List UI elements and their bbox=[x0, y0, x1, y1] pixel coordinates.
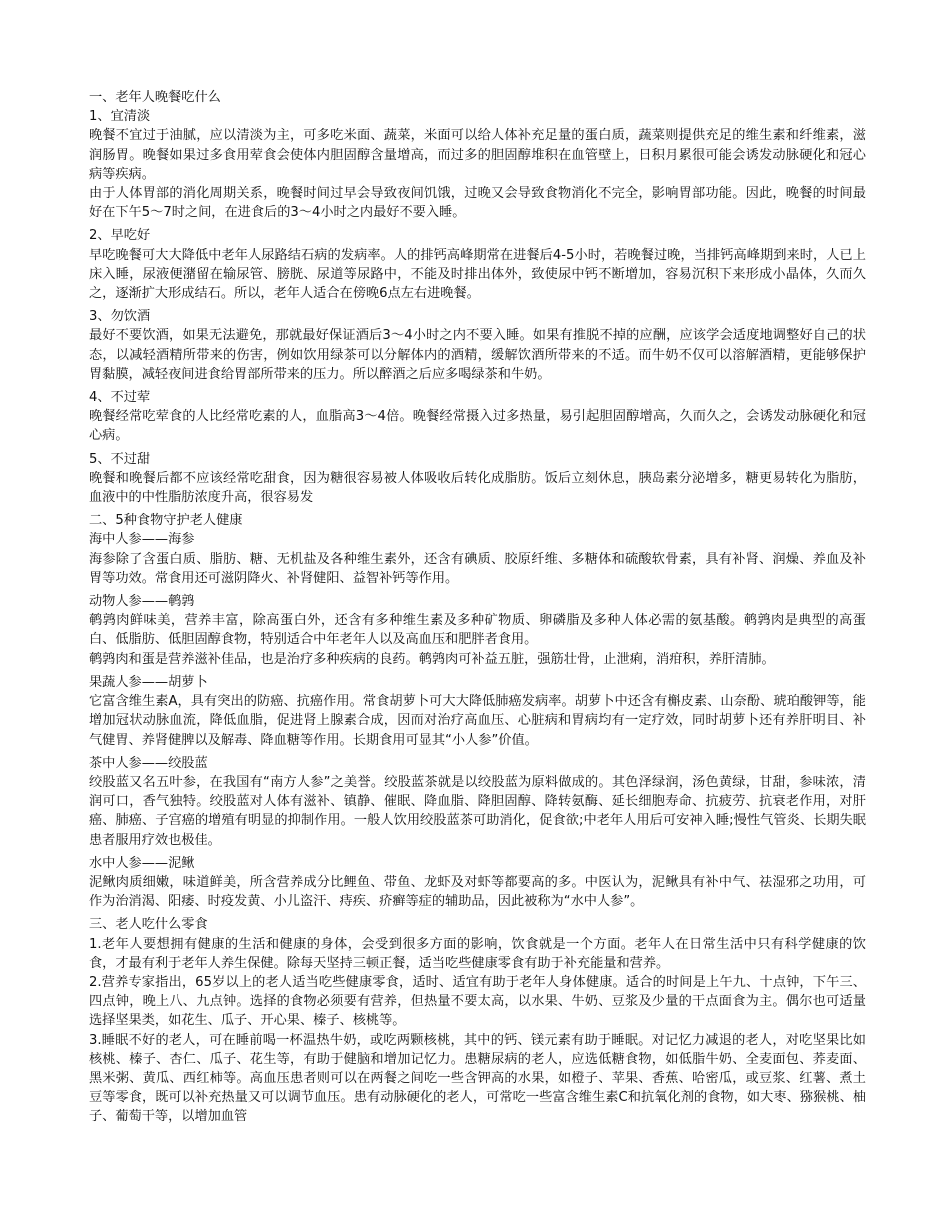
body-paragraph: 它富含维生素A，具有突出的防癌、抗癌作用。常食胡萝卜可大大降低肺癌发病率。胡萝卜中还含有槲皮素、山奈酚、琥珀酸钾等，能增加冠状动脉血流，降低血脂，促进肾上腺素合成，因而对治疗高血压、心脏病和胃病均有一定疗效，同时胡萝卜还有养肝明目、补气健胃、养肾健脾以及解毒、降血糖等作用。长期食用可显其“小人参”价值。 bbox=[89, 694, 866, 748]
section-heading: 海中人参——海参 bbox=[89, 532, 195, 548]
body-paragraph: 最好不要饮酒，如果无法避免，那就最好保证酒后3～4小时之内不要入睡。如果有推脱不掉的应酬，应该学会适度地调整好自己的状态，以减轻酒精所带来的伤害，例如饮用绿茶可以分解体内的酒精，缓解饮酒所带来的不适。而牛奶不仅可以溶解酒精，更能够保护胃黏膜，减轻夜间进食给胃部所带来的压力。所以醉酒之后应多喝绿茶和牛奶。 bbox=[89, 328, 866, 382]
section-heading: 三、老人吃什么零食 bbox=[89, 917, 208, 933]
section-heading: 果蔬人参——胡萝卜 bbox=[89, 674, 208, 690]
section-heading: 3、勿饮酒 bbox=[89, 309, 151, 325]
body-paragraph: 2.营养专家指出，65岁以上的老人适当吃些健康零食，适时、适宜有助于老年人身体健康。适合的时间是上午九、十点钟，下午三、四点钟，晚上八、九点钟。选择的食物必须要有营养，但热量不要太高，以水果、牛奶、豆浆及少量的干点面食为主。偶尔也可适量选择坚果类，如花生、瓜子、开心果、榛子、核桃等。 bbox=[89, 974, 866, 1029]
body-paragraph: 晚餐和晚餐后都不应该经常吃甜食，因为糖很容易被人体吸收后转化成脂肪。饭后立刻休息，胰岛素分泌增多，糖更易转化为脂肪，血液中的中性脂肪浓度升高，很容易发 bbox=[89, 470, 866, 506]
section-heading: 2、早吃好 bbox=[89, 228, 151, 244]
body-paragraph: 晚餐不宜过于油腻，应以清淡为主，可多吃米面、蔬菜，米面可以给人体补充足量的蛋白质，蔬菜则提供充足的维生素和纤维素，滋润肠胃。晚餐如果过多食用荤食会使体内胆固醇含量增高，而过多的胆固醇堆积在血管壁上，日积月累很可能会诱发动脉硬化和冠心病等疾病。 bbox=[89, 128, 866, 182]
section-heading: 一、老年人晚餐吃什么 bbox=[89, 90, 221, 105]
body-paragraph: 绞股蓝又名五叶参，在我国有“南方人参”之美誉。绞股蓝茶就是以绞股蓝为原料做成的。其色泽绿润，汤色黄绿，甘甜，参味浓，清润可口，香气独特。绞股蓝对人体有滋补、镇静、催眠、降血脂、降胆固醇、降转氨酶、延长细胞寿命、抗疲劳、抗衰老作用，对肝癌、肺癌、子宫癌的增殖有明显的抑制作用。一般人饮用绞股蓝茶可助消化，促食欲;中老年人用后可安神入睡;慢性气管炎、长期失眠患者服用疗效也极佳。 bbox=[89, 774, 866, 848]
body-paragraph: 鹌鹑肉和蛋是营养滋补佳品，也是治疗多种疾病的良药。鹌鹑肉可补益五脏，强筋壮骨，止泄痢，消疳积，养肝清肺。 bbox=[89, 651, 775, 667]
body-paragraph: 鹌鹑肉鲜味美，营养丰富，除高蛋白外，还含有多种维生素及多种矿物质、卵磷脂及多种人体必需的氨基酸。鹌鹑肉是典型的高蛋白、低脂肪、低胆固醇食物，特别适合中年老年人以及高血压和肥胖者食用。 bbox=[89, 613, 866, 648]
body-paragraph: 3.睡眠不好的老人，可在睡前喝一杯温热牛奶，或吃两颗核桃，其中的钙、镁元素有助于睡眠。对记忆力减退的老人，对吃坚果比如核桃、榛子、杏仁、瓜子、花生等，有助于健脑和增加记忆力。患糖尿病的老人，应选低糖食物，如低脂牛奶、全麦面包、荞麦面、黑米粥、黄瓜、西红柿等。高血压患者则可以在两餐之间吃一些含钾高的水果，如橙子、苹果、香蕉、哈密瓜，或豆浆、红薯、煮土豆等零食，既可以补充热量又可以调节血压。患有动脉硬化的老人，可常吃一些富含维生素C和抗氧化剂的食物，如大枣、猕猴桃、柚子、葡萄干等，以增加血管 bbox=[89, 1032, 866, 1125]
body-paragraph: 由于人体胃部的消化周期关系，晚餐时间过早会导致夜间饥饿，过晚又会导致食物消化不完全，影响胃部功能。因此，晚餐的时间最好在下午5～7时之间，在进食后的3～4小时之内最好不要入睡。 bbox=[89, 186, 866, 221]
document-body bbox=[89, 88, 866, 1127]
section-heading: 水中人参——泥鳅 bbox=[89, 855, 195, 871]
body-paragraph: 泥鳅肉质细嫩，味道鲜美，所含营养成分比鲤鱼、带鱼、龙虾及对虾等都要高的多。中医认为，泥鳅具有补中气、祛湿邪之功用，可作为治消渴、阳痿、时疫发黄、小儿盗汗、痔疾、疥癣等症的辅助品，因此被称为“水中人参”。 bbox=[89, 874, 866, 910]
section-heading: 5、不过甜 bbox=[89, 451, 151, 467]
body-paragraph: 1.老年人要想拥有健康的生活和健康的身体，会受到很多方面的影响，饮食就是一个方面。老年人在日常生活中只有科学健康的饮食，才最有利于老年人养生保健。除每天坚持三顿正餐，适当吃些健康零食有助于补充能量和营养。 bbox=[89, 936, 866, 971]
body-paragraph: 早吃晚餐可大大降低中老年人尿路结石病的发病率。人的排钙高峰期常在进餐后4-5小时，若晚餐过晚，当排钙高峰期到来时，人已上床入睡，尿液便潴留在输尿管、膀胱、尿道等尿路中，不能及时排出体外，致使尿中钙不断增加，容易沉积下来形成小晶体，久而久之，逐渐扩大形成结石。所以，老年人适合在傍晚6点左右进晚餐。 bbox=[89, 247, 866, 302]
section-heading: 茶中人参——绞股蓝 bbox=[89, 755, 208, 771]
body-paragraph: 海参除了含蛋白质、脂肪、糖、无机盐及各种维生素外，还含有碘质、胶原纤维、多糖体和硫酸软骨素，具有补肾、润燥、养血及补胃等功效。常食用还可滋阴降火、补肾健阳、益智补钙等作用。 bbox=[89, 551, 866, 586]
section-heading: 1、宜清淡 bbox=[89, 109, 151, 125]
section-heading: 动物人参——鹌鹑 bbox=[89, 594, 195, 610]
body-paragraph: 晚餐经常吃荤食的人比经常吃素的人，血脂高3～4倍。晚餐经常摄入过多热量，易引起胆固醇增高，久而久之，会诱发动脉硬化和冠心病。 bbox=[89, 409, 866, 444]
section-heading: 4、不过荤 bbox=[89, 390, 151, 406]
section-heading: 二、5种食物守护老人健康 bbox=[89, 513, 243, 529]
